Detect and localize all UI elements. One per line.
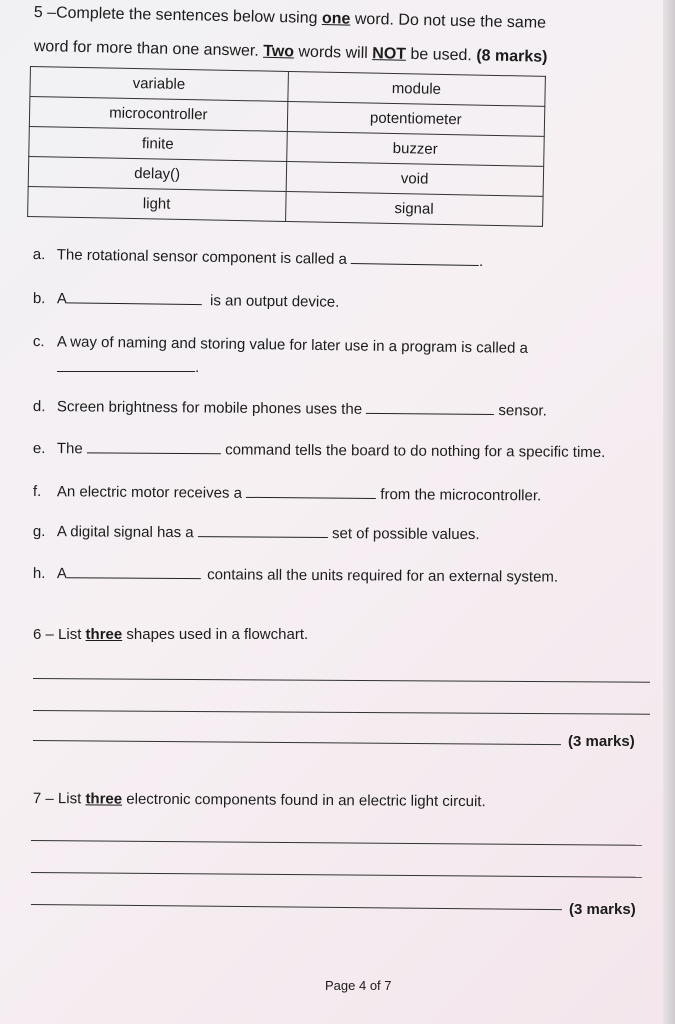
answer-line-6-3[interactable] [33,740,561,745]
answer-blank-f[interactable] [246,483,376,499]
table-row: variable module [30,67,545,107]
page-number: Page 4 of 7 [325,978,392,993]
answer-line-6-2[interactable] [33,710,650,715]
question-5-line1: 5 –Complete the sentences below using one word. Do not use the same [33,4,547,32]
word-bank-table [27,66,546,227]
answer-blank-a[interactable] [351,249,479,266]
sentence-f: f. An electric motor receives a from the microcontroller. [32,482,542,505]
question-5-line2: word for more than one answer. Two words will NOT be used. (8 marks) [33,38,548,66]
page-edge-shadow [663,0,675,1024]
question-7-marks: (3 marks) [569,901,636,918]
table-row: finite buzzer [29,126,544,166]
answer-line-6-1[interactable] [33,678,650,683]
sentence-h: h. A contains all the units required for an external system. [32,564,559,586]
question-6: 6 – List three shapes used in a flowchart. [33,626,309,643]
answer-blank-b[interactable] [67,288,202,305]
question-7: 7 – List three electronic components found in an electric light circuit. [32,790,486,811]
question-6-marks: (3 marks) [568,733,635,750]
sentence-d: d. Screen brightness for mobile phones uses the sensor. [32,397,547,420]
sentence-a: a. The rotational sensor component is called a . [32,245,484,271]
sentence-c: c. A way of naming and storing value for later use in a program is called a [32,333,529,357]
answer-blank-g[interactable] [198,522,328,538]
table-row: delay() void [28,156,543,196]
answer-line-7-1[interactable] [31,840,642,846]
answer-line-7-3[interactable] [31,904,562,910]
answer-blank-h[interactable] [67,563,201,579]
answer-blank-c[interactable] [57,357,195,372]
sentence-b: b. A is an output device. [32,289,340,311]
sentence-c-continued: . [57,357,199,376]
answer-blank-e[interactable] [87,438,221,454]
table-row: microcontroller potentiometer [29,97,544,137]
sentence-e: e. The command tells the board to do nothing for a specific time. [32,439,606,461]
answer-line-7-2[interactable] [31,872,642,878]
table-row: light signal [28,186,543,226]
answer-blank-d[interactable] [366,399,494,415]
sentence-g: g. A digital signal has a set of possible values. [32,522,480,544]
